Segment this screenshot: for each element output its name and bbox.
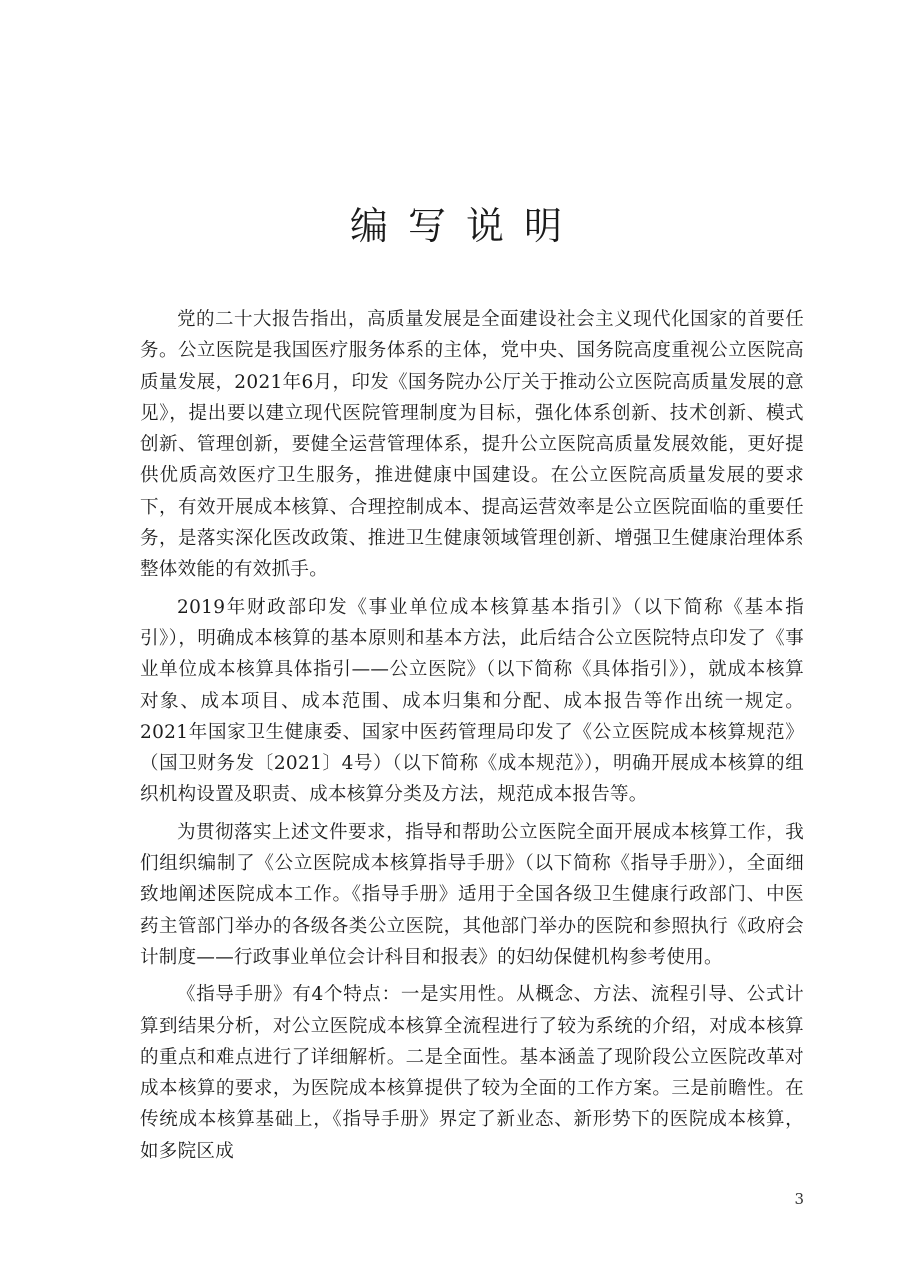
page-number: 3: [794, 1190, 804, 1208]
body-text: [140, 304, 804, 1173]
paragraph-4: 《指导手册》有4个特点：一是实用性。从概念、方法、流程引导、公式计算到结果分析，对公立医院成本核算全流程进行了较为系统的介绍，对成本核算的重点和难点进行了详细解析。二是全面性。基本涵盖了现阶段公立医院改革对成本核算的要求，为医院成本核算提供了较为全面的工作方案。三是前瞻性。在传统成本核算基础上，《指导手册》界定了新业态、新形势下的医院成本核算，如多院区成: [140, 984, 804, 1162]
paragraph-1: 党的二十大报告指出，高质量发展是全面建设社会主义现代化国家的首要任务。公立医院是我国医疗服务体系的主体，党中央、国务院高度重视公立医院高质量发展，2021年6月，印发《国务院办公厅关于推动公立医院高质量发展的意见》，提出要以建立现代医院管理制度为目标，强化体系创新、技术创新、模式创新、管理创新，要健全运营管理体系，提升公立医院高质量发展效能，更好提供优质高效医疗卫生服务，推进健康中国建设。在公立医院高质量发展的要求下，有效开展成本核算、合理控制成本、提高运营效率是公立医院面临的重要任务，是落实深化医改政策、推进卫生健康领域管理创新、增强卫生健康治理体系整体效能的有效抓手。: [140, 309, 804, 581]
page-title: 编写说明: [349, 204, 582, 249]
paragraph-2: 2019年财政部印发《事业单位成本核算基本指引》（以下简称《基本指引》），明确成本核算的基本原则和基本方法，此后结合公立医院特点印发了《事业单位成本核算具体指引——公立医院》（以下简称《具体指引》），就成本核算对象、成本项目、成本范围、成本归集和分配、成本报告等作出统一规定。2021年国家卫生健康委、国家中医药管理局印发了《公立医院成本核算规范》（国卫财务发〔2021〕4号）（以下简称《成本规范》），明确开展成本核算的组织机构设置及职责、成本核算分类及方法，规范成本报告等。: [140, 596, 804, 806]
paragraph-3: 为贯彻落实上述文件要求，指导和帮助公立医院全面开展成本核算工作，我们组织编制了《公立医院成本核算指导手册》（以下简称《指导手册》），全面细致地阐述医院成本工作。《指导手册》适用于全国各级卫生健康行政部门、中医药主管部门举办的各级各类公立医院，其他部门举办的医院和参照执行《政府会计制度——行政事业单位会计科目和报表》的妇幼保健机构参考使用。: [140, 821, 804, 968]
